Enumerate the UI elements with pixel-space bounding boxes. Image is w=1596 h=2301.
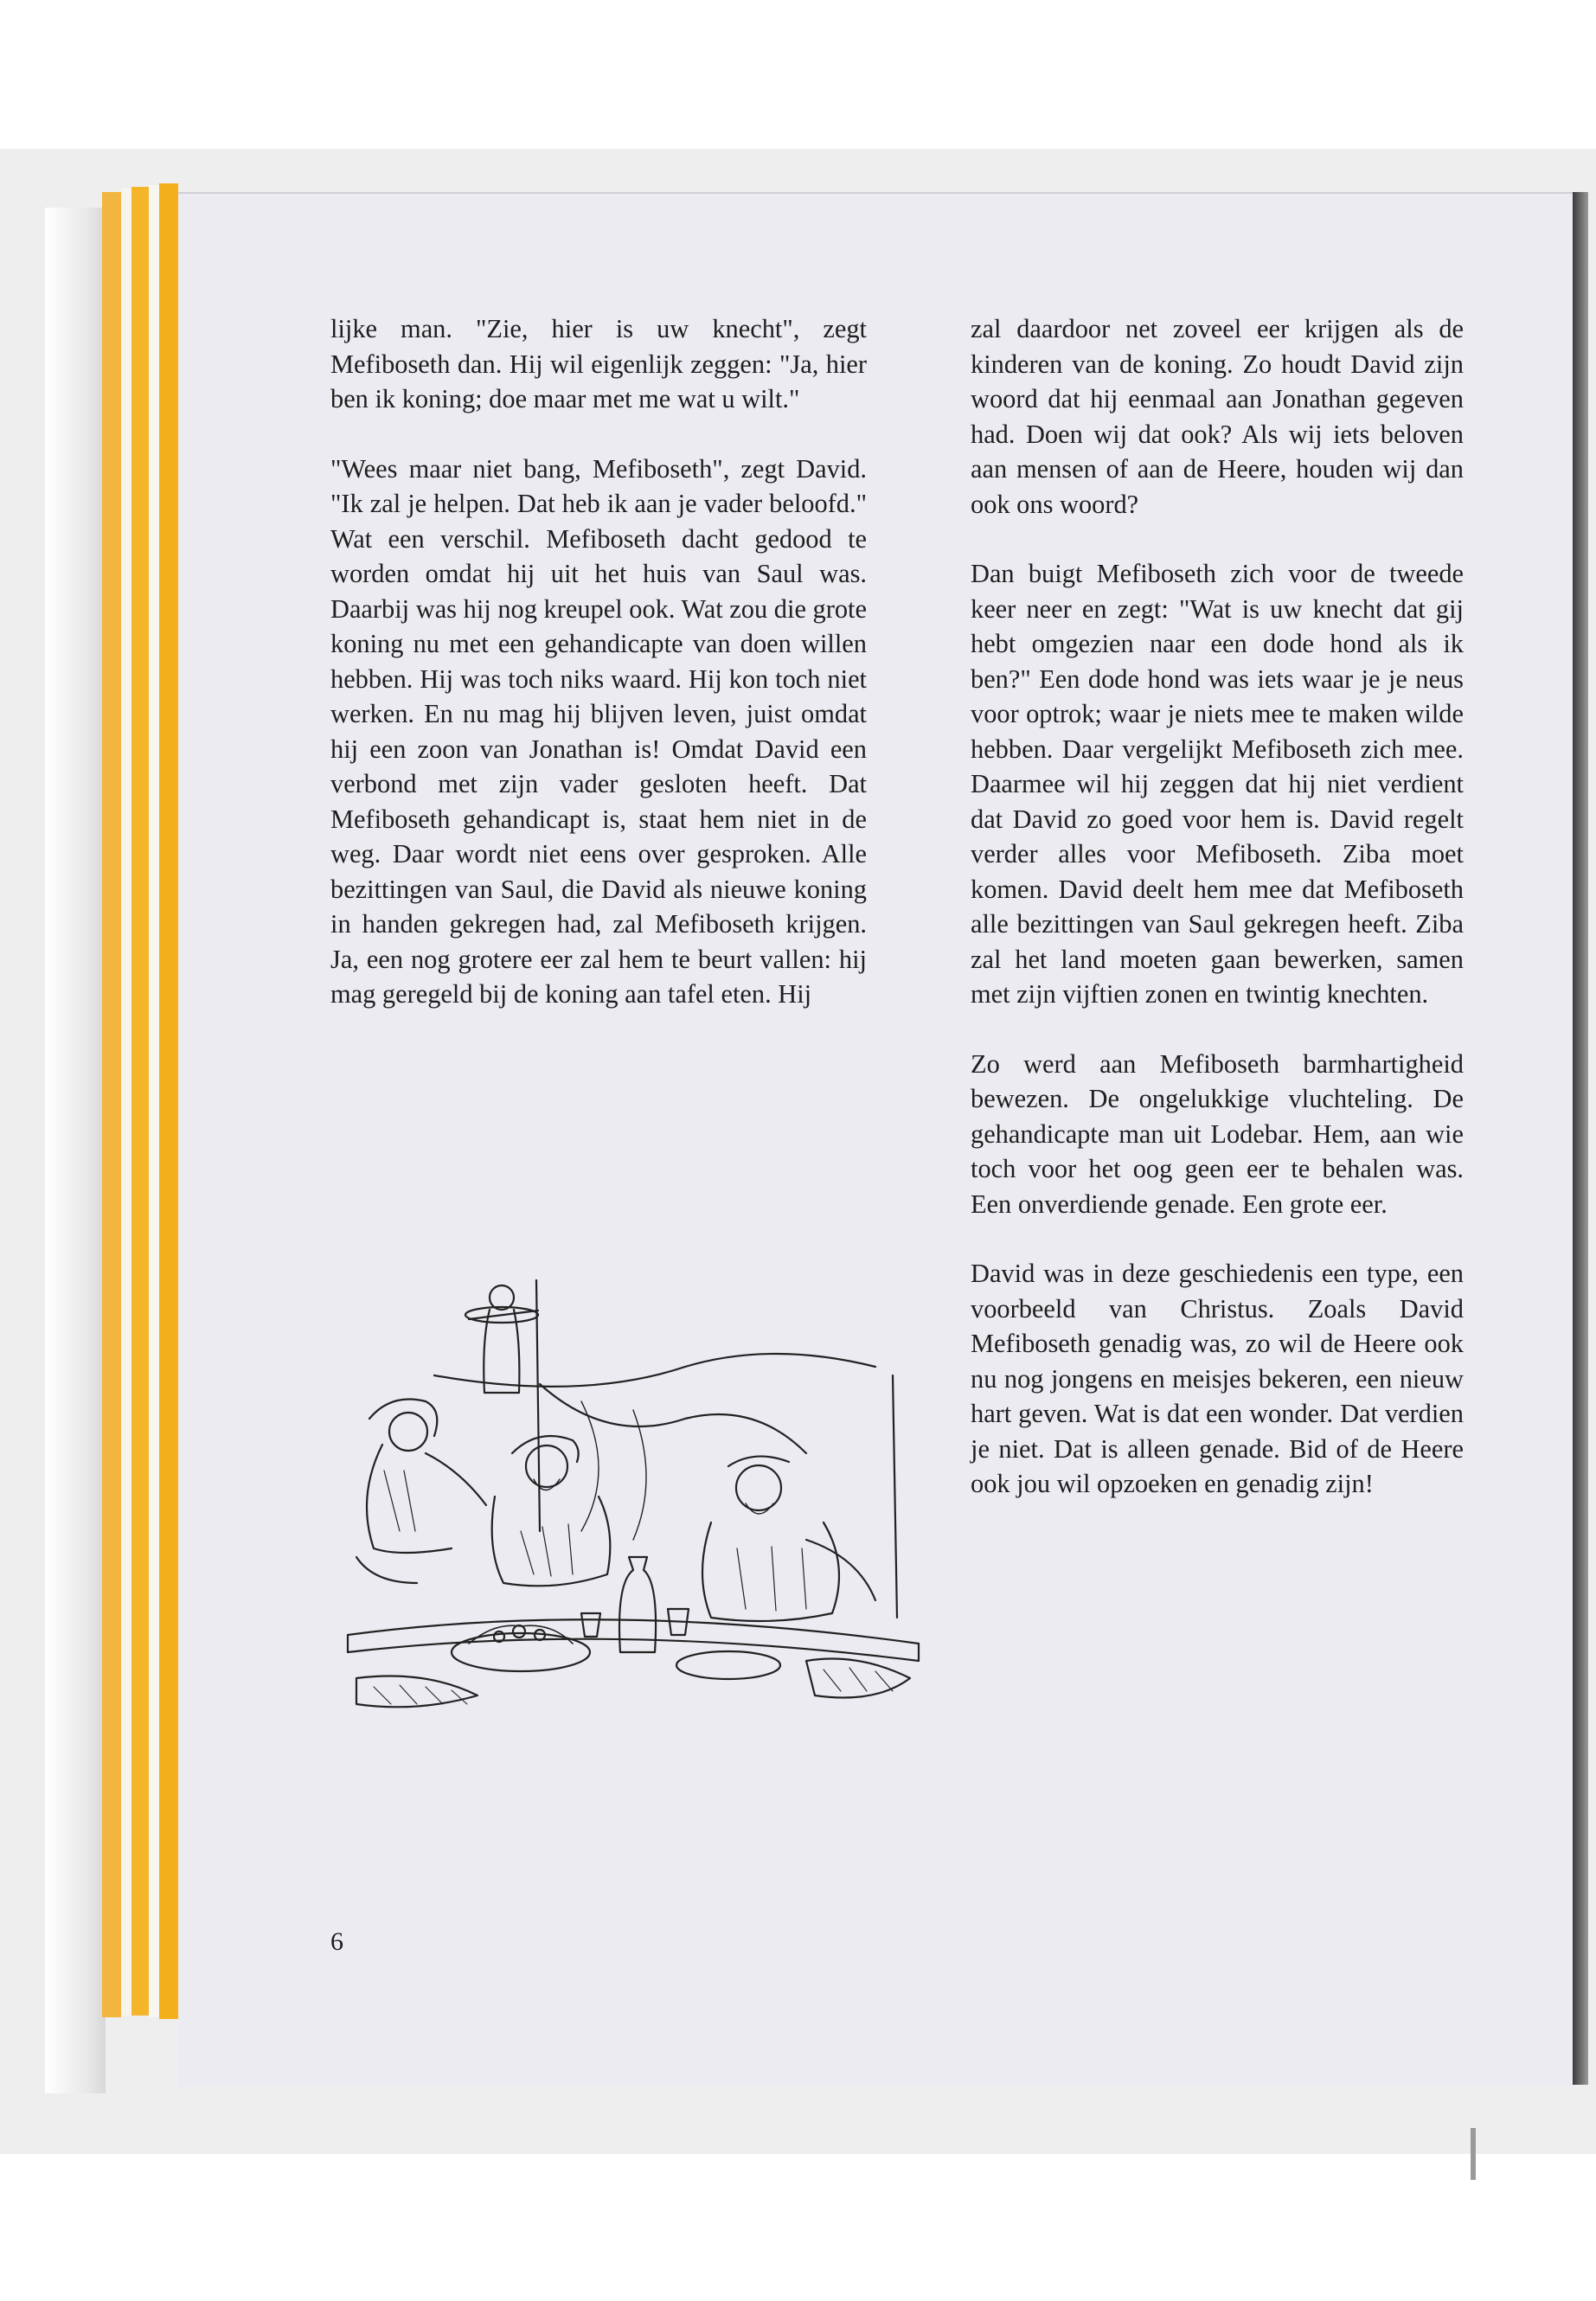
book-cover-edge [102,192,121,2017]
food-platter [452,1625,590,1671]
right-text-column [971,311,1464,1536]
king-figure [702,1457,875,1621]
paragraph: lijke man. "Zie, hier is uw knecht", zegt Mefiboseth dan. Hij wil eigenlijk zeggen: "Ja, hier ben ik koning; doe maar met me wat u wilt." [330,314,867,413]
book-spine [1573,192,1588,2085]
page-edge [121,189,131,2016]
scan-artifact [1471,2128,1476,2180]
paragraph: Zo werd aan Mefiboseth barmhartigheid bewezen. De ongelukkige vluchteling. De gehandicapte man uit Lodebar. Hem, aan wie toch voor het oog geen eer te behalen was. Een onverdiende genade. Een grote eer. [971,1048,1464,1219]
servant-figure [465,1285,538,1393]
paragraph: "Wees maar niet bang, Mefiboseth", zegt David. "Ik zal je helpen. Dat heb ik aan je vader beloofd." Wat een verschil. Mefiboseth dacht gedood te worden omdat hij uit het huis van Saul was. Daarbij was hij nog kreupel ook. Wat zou die grote koning nu met een gehandicapte van doen willen hebben. Hij was toch niks waard. Hij kon toch niet werken. En nu mag hij blijven leven, juist omdat hij een zoon van Jonathan is! Omdat David een verbond met zijn vader gesloten heeft. Dat Mefiboseth gehandicapt is, staat hem niet in de weg. Daar wordt niet eens over gesproken. Alle bezittingen van Saul, die David als nieuwe koning in handen gekregen had, zal Mefiboseth krijgen. Ja, een nog grotere eer zal hem te beurt vallen: hij mag geregeld bij de koning aan tafel eten. Hij [330,453,867,1009]
paragraph: David was in deze geschiedenis een type, een voorbeeld van Christus. Zoals David Mefiboseth genadig was, zo wil de Heere ook nu nog jongens en meisjes bekeren, een nieuw hart geven. Wat is dat een wonder. Dat verdien je niet. Dat is alleen genade. Bid of de Heere ook jou wil opzoeken en genadig zijn! [971,1259,1464,1498]
feast-illustration [322,1272,927,1721]
left-text-column [330,311,867,1047]
plate [676,1651,780,1679]
jug [619,1557,656,1652]
book-cover-edge [159,183,178,2019]
tent-pole [893,1375,897,1618]
paragraph: zal daardoor net zoveel eer krijgen als de kinderen van de koning. Zo houdt David zijn woord dat hij eenmaal aan Jonathan gegeven had. Doen wij dat ook? Als wij iets beloven aan mensen of aan de Heere, houden wij dan ook ons woord? [971,314,1464,519]
page-edge [149,185,159,2017]
cup [581,1613,600,1637]
page-number: 6 [330,1927,343,1956]
seated-woman-figure [356,1400,486,1584]
page-stack-shadow [45,208,106,2093]
bearded-man-figure [492,1436,611,1586]
tent-canopy [434,1354,875,1387]
paragraph: Dan buigt Mefiboseth zich voor de tweede keer neer en zegt: "Wat is uw knecht dat gij hebt omgezien naar een dode hond als ik ben?" Een dode hond was iets waar je je neus voor optrok; waar je niets mee te maken wilde hebben. Daar vergelijkt Mefiboseth zich mee. Daarmee wil hij zeggen dat hij niet verdient dat David zo goed voor hem is. David regelt verder alles voor Mefiboseth. Ziba moet komen. David deelt hem mee dat Mefiboseth alle bezittingen van Saul gekregen heeft. Ziba zal het land moeten gaan bewerken, samen met zijn vijftien zonen en twintig knechten. [971,559,1464,1009]
book-cover-edge [131,187,149,2016]
